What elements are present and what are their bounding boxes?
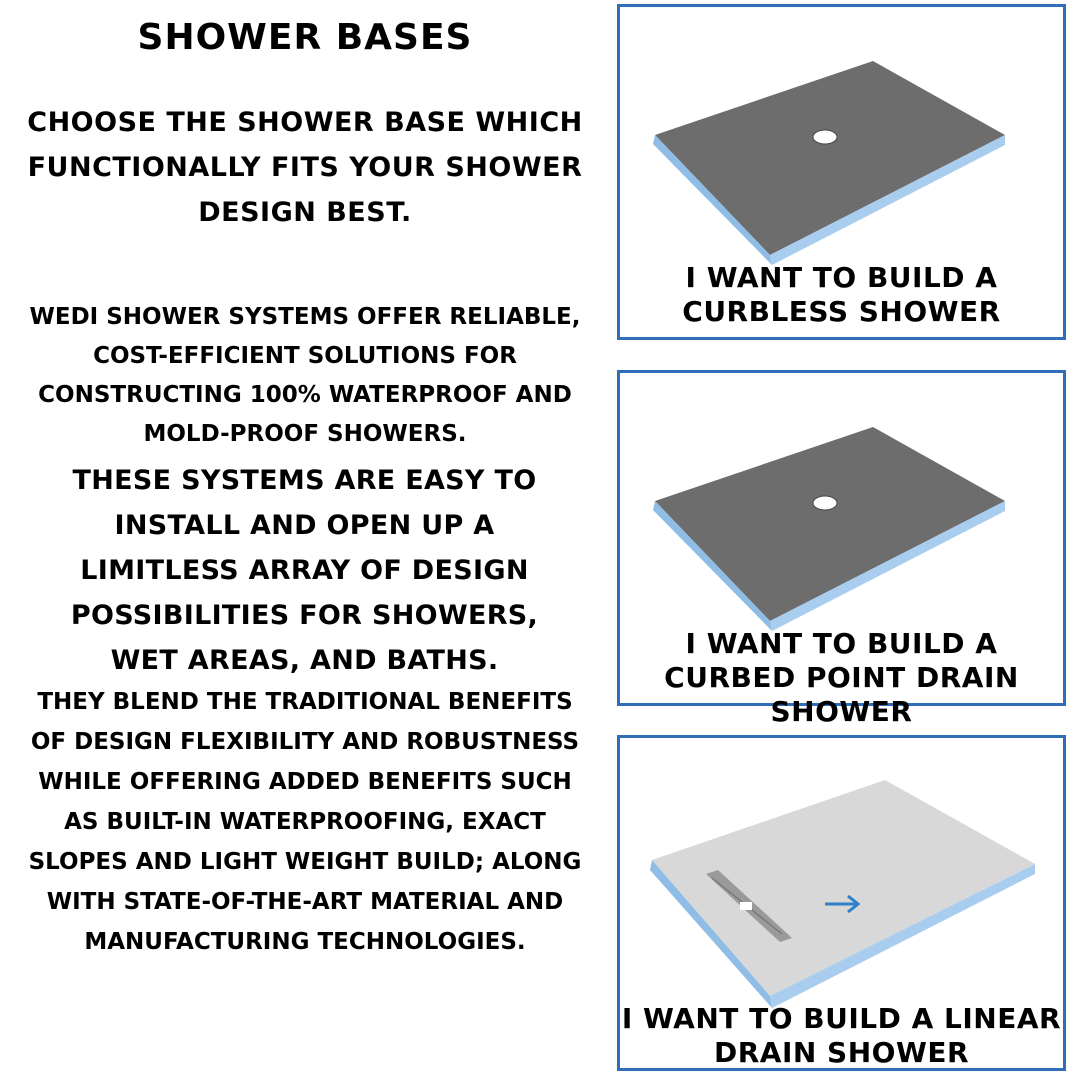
- curbless-shower-label: I WANT TO BUILD A CURBLESS SHOWER: [682, 261, 1001, 328]
- intro-paragraph-1: WEDI SHOWER SYSTEMS OFFER RELIABLE, COST-EFFICIENT SOLUTIONS FOR CONSTRUCTING 100% WATERPROOF AND MOLD-PROOF SHOWERS.: [29, 304, 581, 447]
- linear-drain-shower-card[interactable]: [617, 735, 1066, 1071]
- curbed-point-drain-shower-label: I WANT TO BUILD A CURBED POINT DRAIN SHOWER: [664, 627, 1019, 728]
- curbed-point-drain-shower-card[interactable]: [617, 370, 1066, 728]
- page-title: SHOWER BASES: [137, 17, 473, 58]
- intro-paragraph-2: THESE SYSTEMS ARE EASY TO INSTALL AND OPEN UP A LIMITLESS ARRAY OF DESIGN POSSIBILITIES FOR SHOWERS, WET AREAS, AND BATHS.: [70, 465, 539, 676]
- linear-drain-shower-label: I WANT TO BUILD A LINEAR DRAIN SHOWER: [621, 1002, 1062, 1069]
- intro-paragraph-3: THEY BLEND THE TRADITIONAL BENEFITS OF DESIGN FLEXIBILITY AND ROBUSTNESS WHILE OFFERING ADDED BENEFITS SUCH AS BUILT-IN WATERPROOFING, EXACT SLOPES AND LIGHT WEIGHT BUILD; ALONG WITH STATE-OF-THE-ART MATERIAL AND MANUFACTURING TECHNOLOGIES.: [28, 689, 582, 955]
- curbless-shower-card[interactable]: [617, 4, 1066, 340]
- drain-outlet: [740, 902, 752, 910]
- page-subtitle: CHOOSE THE SHOWER BASE WHICH FUNCTIONALLY FITS YOUR SHOWER DESIGN BEST.: [27, 107, 583, 228]
